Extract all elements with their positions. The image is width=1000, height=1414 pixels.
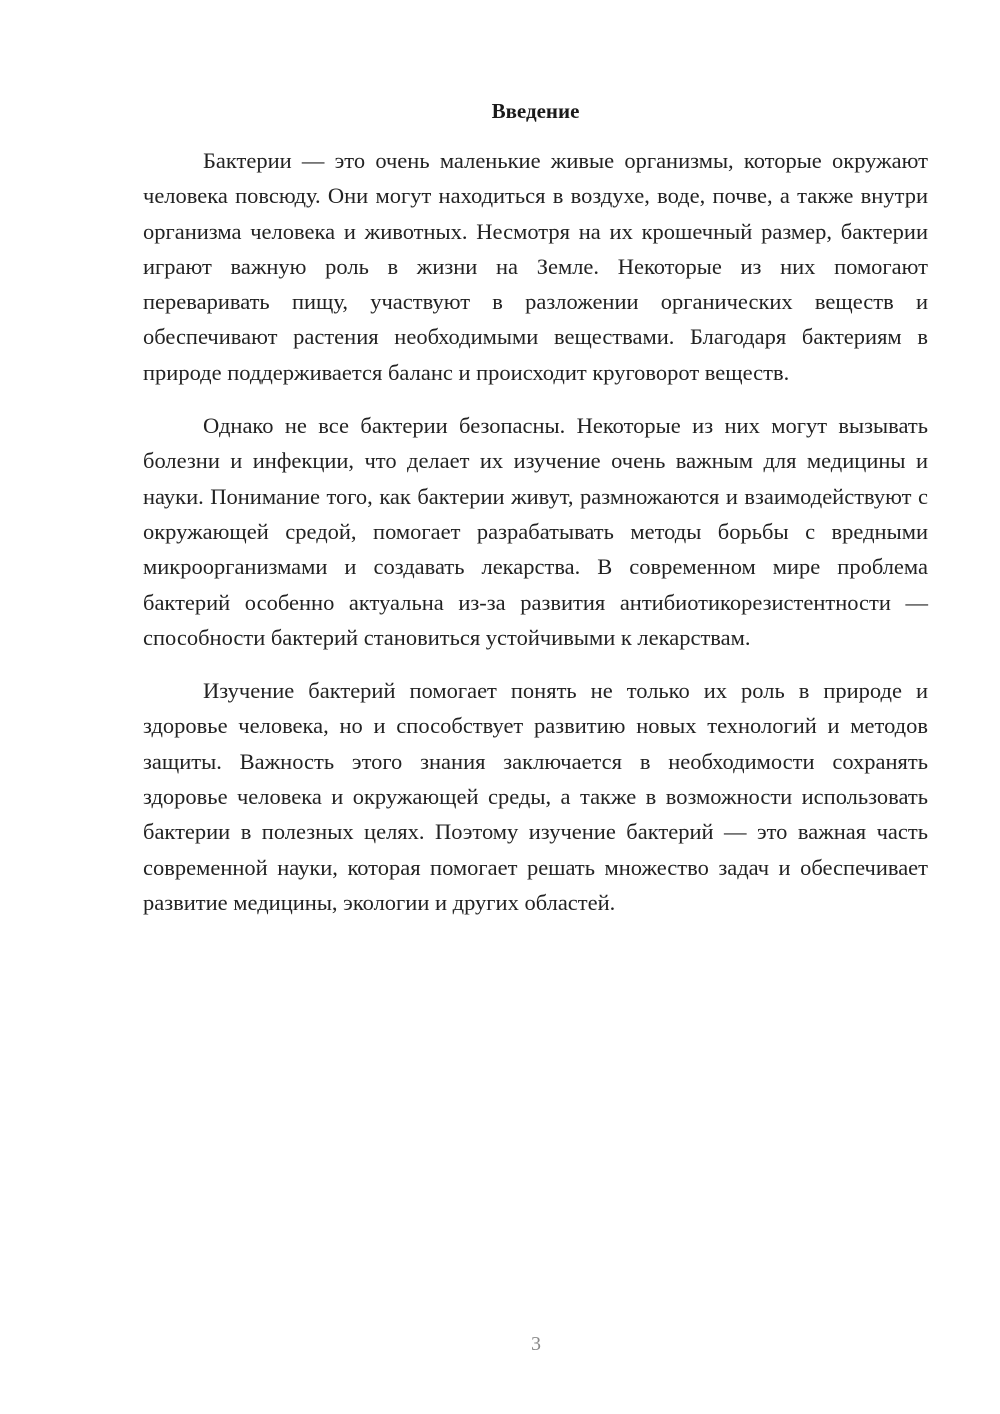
paragraph: Однако не все бактерии безопасны. Некоторые из них могут вызывать болезни и инфекции, что делает их изучение очень важным для медицины и науки. Понимание того, как бактерии живут, размножаются и взаимодействуют с окружающей средой, помогает разрабатывать методы борьбы с вредными микроорганизмами и создавать лекарства. В современном мире проблема бактерий особенно актуальна из-за развития антибиотикорезистентности — способности бактерий становиться устойчивыми к лекарствам. — [143, 413, 928, 650]
document-body — [143, 143, 928, 938]
page-number: 3 — [531, 1333, 541, 1355]
paragraph: Бактерии — это очень маленькие живые организмы, которые окружают человека повсюду. Они могут находиться в воздухе, воде, почве, а также внутри организма человека и животных. Несмотря на их крошечный размер, бактерии играют важную роль в жизни на Земле. Некоторые из них помогают переваривать пищу, участвуют в разложении органических веществ и обеспечивают растения необходимыми веществами. Благодаря бактериям в природе поддерживается баланс и происходит круговорот веществ. — [143, 148, 928, 385]
page-title: Введение — [491, 99, 580, 123]
paragraph: Изучение бактерий помогает понять не только их роль в природе и здоровье человека, но и способствует развитию новых технологий и методов защиты. Важность этого знания заключается в необходимости сохранять здоровье человека и окружающей среды, а также в возможности использовать бактерии в полезных целях. Поэтому изучение бактерий — это важная часть современной науки, которая помогает решать множество задач и обеспечивает развитие медицины, экологии и других областей. — [143, 678, 928, 915]
